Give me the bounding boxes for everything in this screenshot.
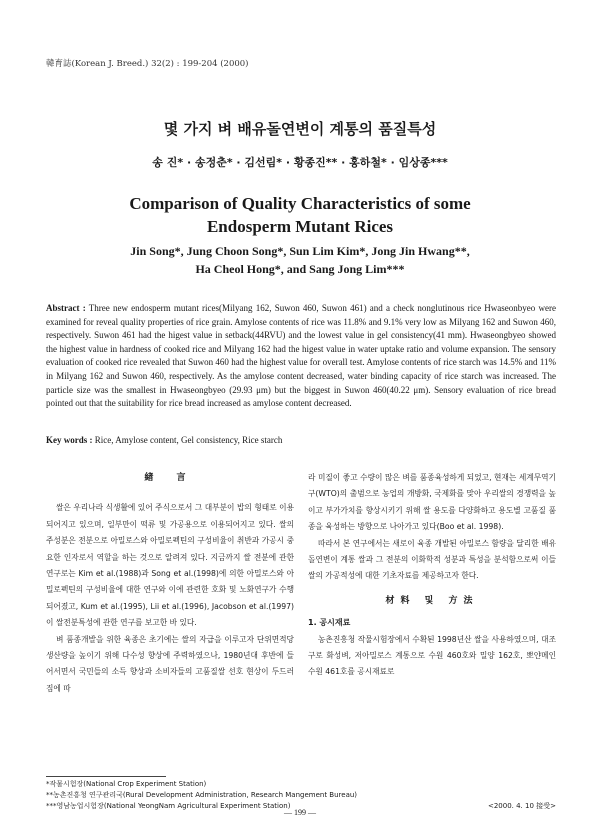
english-authors-line-2: Ha Cheol Hong*, and Sang Jong Lim*** xyxy=(195,262,405,276)
intro-paragraph-3: 라 미질이 좋고 수량이 많은 벼를 품종육성하게 되었고, 현재는 세계무역기구(WTO)의 출범으로 농업의 개방화, 국제화를 맞아 우리쌀의 경쟁력을 높이고 부가가치를 향상시키기 위해 쌀 용도를 다양화하고 용도별 고품질 품종을 육성하는 방향으로 나아가고 있다(Boo et al. 1998). xyxy=(308,473,556,532)
english-authors-line-1: Jin Song*, Jung Choon Song*, Sun Lim Kim*, Jong Jin Hwang**, xyxy=(130,244,470,258)
keywords-text: Rice, Amylose content, Gel consistency, Rice starch xyxy=(94,435,283,445)
intro-paragraph-2: 벼 품종개발을 위한 육종은 초기에는 쌀의 자급을 이루고자 단위면적당 생산량을 높이기 위해 다수성 향상에 주력하였으나, 1980년대 후반에 들어서면서 국민들의 소득 향상과 소비자들의 고품질쌀 선호 현상이 두드러짐에 따 xyxy=(46,634,294,693)
keywords xyxy=(46,435,556,445)
english-authors xyxy=(0,242,600,278)
footnote-divider xyxy=(46,776,166,777)
right-column xyxy=(308,470,556,681)
received-date: <2000. 4. 10 接受> xyxy=(487,802,556,810)
methods-heading: 材料 및 方法 xyxy=(385,595,479,606)
methods-paragraph-1: 농촌진흥청 작물시험장에서 수확된 1998년산 쌀을 사용하였으며, 대조구로 화성벼, 저아밀로스 계통으로 수원 460호와 밀양 162호, 뽀얀메인 수원 461호를 공시재료로 xyxy=(308,634,556,677)
english-title-line-2: Endosperm Mutant Rices xyxy=(206,217,394,236)
page-number: — 199 — xyxy=(284,808,316,817)
left-column xyxy=(46,470,294,697)
english-title-line-1: Comparison of Quality Characteristics of some xyxy=(129,194,471,213)
abstract xyxy=(46,302,556,411)
korean-title: 몇 가지 벼 배유돌연변이 계통의 품질특성 xyxy=(163,120,437,138)
korean-authors: 송 진* · 송정춘* · 김선림* · 황종진** · 홍하철* · 임상종*** xyxy=(152,156,448,169)
intro-paragraph-1: 쌀은 우리나라 식생활에 있어 주식으로서 그 대부분이 밥의 형태로 이용되어지고 있으며, 일부만이 떡류 및 가공용으로 이용되어지고 있다. 쌀의 주성분은 전분으로 아밀로스와 아밀로펙틴의 구성비율이 취반과 가공시 중요한 인자로서 역할을 하는 것으로 알려져 있다. 지금까지 쌀 전분에 관한 연구로는 Kim et al.(1988)과 Song et al.(1998)에 의한 아밀로스와 아밀로펙틴의 구성비율에 대한 연구와 이에 관련한 호화 및 노화연구가 수행되어졌고, Kum et al.(1995), Lii et al.(1996), Jacobson et al.(1997) 이 쌀전분특성에 관한 연구를 보고한 바 있다. xyxy=(46,503,294,628)
methods-subsection-1: 1. 공시재료 xyxy=(308,618,351,628)
english-title xyxy=(0,192,600,238)
keywords-label: Key words : xyxy=(46,435,93,445)
footnote-2: **농촌진흥청 연구관리국(Rural Development Administration, Research Mangement Bureau) xyxy=(46,791,358,799)
footnote-1: *작물시험장(National Crop Experiment Station) xyxy=(46,780,207,788)
introduction-heading: 緖 言 xyxy=(144,473,196,483)
footnote-3: ***영남농업시험장(National YeongNam Agricultural Experiment Station) xyxy=(46,802,291,810)
intro-paragraph-4: 따라서 본 연구에서는 새로이 육종 개발된 아밀로스 함량을 달리한 배유돌연변이 계통 쌀과 그 전분의 이화학적 성분과 특성을 분석함으로써 이들 쌀의 가공적성에 대한 기초자료를 제공하고자 한다. xyxy=(308,538,556,581)
abstract-text: Three new endosperm mutant rices(Milyang 162, Suwon 460, Suwon 461) and a check nonglutinous rice Hwaseonbyeo were examined for reveal quality properties of rice grain. Amylose contents of rice was 11.8% and 9.1% very low as Milyang 162 and Suwon 460, respectively. Suwon 461 had the higest value in setback(44RVU) and the lowest value in gel consistency(41 mm). Hwaseongbyeo showed the highest value in hardness of cooked rice and Milyang 162 had the higest value in water uptake ratio and volume expansion. The sensory evaluation of cooked rice revealed that Suwon 460 had the highest value for overall test. Amylose contents of rice starch was 14.5% and 11% in Milyang 162 and Suwon 460, respectively. As the amylose content decreased, water binding capacity of rice starch was increased. The particle size was the smallest in Hwaseongbyeo (29.93 μm) but the biggest in Suwon 460(40.22 μm). Sensory evaluation of rice bread pointed out that the suitability for rice bread increased as amylose content decreased. xyxy=(46,303,556,409)
journal-citation: 韓育誌(Korean J. Breed.) 32(2) : 199-204 (2000) xyxy=(46,59,249,69)
abstract-label: Abstract : xyxy=(46,303,86,313)
